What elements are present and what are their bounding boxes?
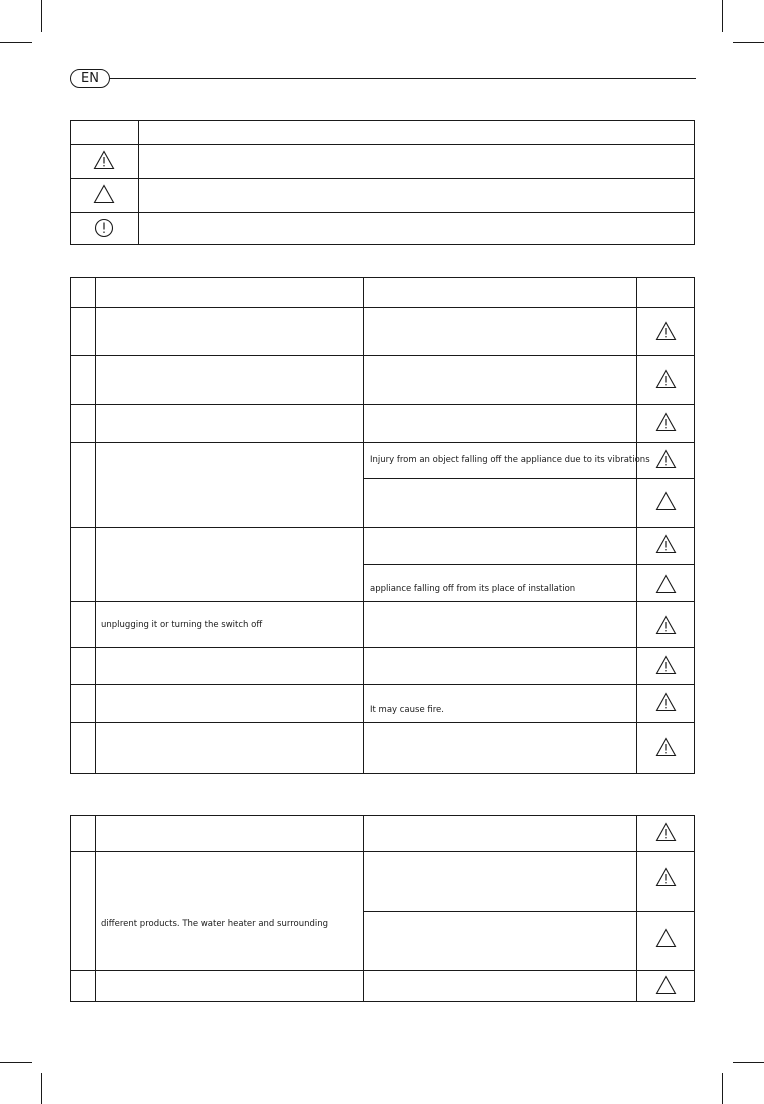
table-border	[70, 120, 71, 244]
table-border	[70, 1001, 694, 1002]
table-border	[70, 684, 694, 685]
table-border	[70, 404, 694, 405]
instruction-text: different products. The water heater and surrounding	[101, 919, 329, 929]
crop-mark	[733, 1062, 764, 1063]
caution-triangle-icon	[93, 184, 115, 204]
crop-mark	[722, 1073, 723, 1104]
table-border	[70, 212, 694, 213]
table-border	[70, 722, 694, 723]
header-rule	[110, 78, 696, 79]
table-border	[70, 144, 694, 145]
crop-mark	[41, 0, 42, 32]
crop-mark	[733, 42, 764, 43]
table-border	[70, 307, 694, 308]
table-border	[70, 773, 694, 774]
warning-triangle-exclamation-icon	[655, 692, 677, 712]
warning-triangle-exclamation-icon	[655, 615, 677, 635]
table-border	[636, 277, 637, 774]
instruction-text: unplugging it or turning the switch off	[101, 620, 263, 630]
table-border	[70, 120, 694, 121]
table-border	[363, 911, 694, 912]
warning-triangle-exclamation-icon	[655, 369, 677, 389]
table-border	[694, 120, 695, 245]
crop-mark	[0, 1062, 32, 1063]
table-border	[363, 815, 364, 1002]
warning-triangle-exclamation-icon	[655, 449, 677, 469]
consequence-text: It may cause fire.	[370, 705, 444, 715]
table-border	[70, 601, 694, 602]
consequence-text: appliance falling off from its place of installation	[370, 584, 576, 594]
table-border	[70, 527, 694, 528]
warning-triangle-exclamation-icon	[655, 822, 677, 842]
caution-triangle-icon	[655, 975, 677, 995]
caution-triangle-icon	[655, 491, 677, 511]
caution-triangle-icon	[655, 928, 677, 948]
warning-triangle-exclamation-icon	[655, 534, 677, 554]
table-border	[363, 564, 694, 565]
table-border	[70, 244, 694, 245]
table-border	[95, 277, 96, 774]
table-border	[95, 815, 96, 1002]
table-border	[694, 277, 695, 774]
table-border	[70, 815, 71, 1002]
language-badge: EN	[70, 69, 110, 88]
warning-triangle-exclamation-icon	[93, 150, 115, 170]
table-border	[70, 815, 694, 816]
table-border	[70, 355, 694, 356]
warning-triangle-exclamation-icon	[655, 737, 677, 757]
crop-mark	[41, 1073, 42, 1104]
circle-exclamation-icon	[94, 218, 116, 238]
warning-triangle-exclamation-icon	[655, 412, 677, 432]
table-border	[70, 851, 694, 852]
table-border	[694, 815, 695, 1002]
table-border	[138, 120, 139, 244]
table-border	[636, 815, 637, 1002]
table-border	[70, 647, 694, 648]
table-border	[70, 970, 694, 971]
table-border	[363, 277, 364, 774]
table-border	[70, 178, 694, 179]
table-border	[70, 277, 71, 774]
table-border	[70, 442, 694, 443]
warning-triangle-exclamation-icon	[655, 655, 677, 675]
warning-triangle-exclamation-icon	[655, 867, 677, 887]
table-border	[363, 478, 694, 479]
crop-mark	[0, 42, 32, 43]
caution-triangle-icon	[655, 574, 677, 594]
warning-triangle-exclamation-icon	[655, 321, 677, 341]
crop-mark	[722, 0, 723, 32]
table-border	[70, 277, 694, 278]
consequence-text: Injury from an object falling off the appliance due to its vibrations	[370, 455, 650, 465]
